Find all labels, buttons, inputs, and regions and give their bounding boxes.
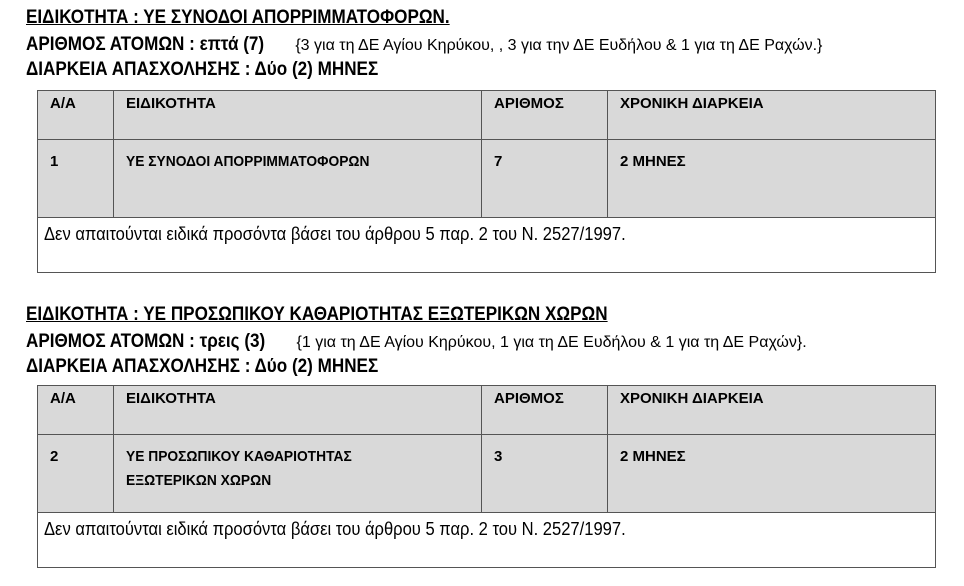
qualifications-note: Δεν απαιτούνται ειδικά προσόντα βάσει του άρθρου 5 παρ. 2 του Ν. 2527/1997.: [38, 218, 936, 273]
headcount-note: {3 για τη ΔΕ Αγίου Κηρύκου, , 3 για την ΔΕ Ευδήλου & 1 για τη ΔΕ Ραχών.}: [295, 37, 823, 54]
duration-label: ΔΙΑΡΚΕΙΑ ΑΠΑΣΧΟΛΗΣΗΣ : Δύο (2) ΜΗΝΕΣ: [26, 59, 379, 80]
header-number: ΑΡΙΘΜΟΣ: [482, 386, 608, 435]
qualifications-note: Δεν απαιτούνται ειδικά προσόντα βάσει του άρθρου 5 παρ. 2 του Ν. 2527/1997.: [38, 513, 936, 568]
headcount-label: ΑΡΙΘΜΟΣ ΑΤΟΜΩΝ : επτά (7): [26, 34, 265, 55]
header-duration: ΧΡΟΝΙΚΗ ΔΙΑΡΚΕΙΑ: [608, 386, 936, 435]
headcount-value: τρεις (3): [199, 331, 266, 352]
header-duration: ΧΡΟΝΙΚΗ ΔΙΑΡΚΕΙΑ: [608, 91, 936, 140]
table-header-row: [38, 91, 936, 140]
duration-line: [26, 57, 936, 82]
table-row: [38, 140, 936, 218]
cell-duration: 2 ΜΗΝΕΣ: [608, 435, 936, 513]
headcount-value: επτά (7): [199, 34, 265, 55]
section-outdoor-cleaning: [26, 301, 936, 539]
headcount-label: ΑΡΙΘΜΟΣ ΑΤΟΜΩΝ : τρεις (3): [26, 331, 266, 352]
specialty-table: [37, 385, 936, 568]
headcount-line: [26, 329, 936, 354]
header-aa: Α/Α: [38, 386, 114, 435]
section-garbage-collectors: [26, 4, 936, 244]
cell-aa: 2: [38, 435, 114, 513]
header-aa: Α/Α: [38, 91, 114, 140]
cell-aa: 1: [38, 140, 114, 218]
cell-specialty: ΥΕ ΠΡΟΣΩΠΙΚΟΥ ΚΑΘΑΡΙΟΤΗΤΑΣ ΕΞΩΤΕΡΙΚΩΝ ΧΩΡΩΝ: [114, 435, 482, 513]
header-number: ΑΡΙΘΜΟΣ: [482, 91, 608, 140]
duration-line: [26, 354, 936, 379]
cell-number: 7: [482, 140, 608, 218]
duration-label: ΔΙΑΡΚΕΙΑ ΑΠΑΣΧΟΛΗΣΗΣ : Δύο (2) ΜΗΝΕΣ: [26, 356, 379, 377]
headcount-note: {1 για τη ΔΕ Αγίου Κηρύκου, 1 για τη ΔΕ Ευδήλου & 1 για τη ΔΕ Ραχών}.: [296, 334, 807, 351]
headcount-line: [26, 32, 936, 57]
cell-specialty: ΥΕ ΣΥΝΟΔΟΙ ΑΠΟΡΡΙΜΜΑΤΟΦΟΡΩΝ: [114, 140, 482, 218]
specialty-table: [37, 90, 936, 273]
duration-value: Δύο (2) ΜΗΝΕΣ: [254, 356, 379, 377]
cell-duration: 2 ΜΗΝΕΣ: [608, 140, 936, 218]
table-footer-row: [38, 218, 936, 273]
duration-value: Δύο (2) ΜΗΝΕΣ: [254, 59, 379, 80]
header-specialty: ΕΙΔΙΚΟΤΗΤΑ: [114, 386, 482, 435]
table-footer-row: [38, 513, 936, 568]
section-title: ΕΙΔΙΚΟΤΗΤΑ : ΥΕ ΣΥΝΟΔΟΙ ΑΠΟΡΡΙΜΜΑΤΟΦΟΡΩΝ.: [26, 7, 450, 28]
table-header-row: [38, 386, 936, 435]
header-specialty: ΕΙΔΙΚΟΤΗΤΑ: [114, 91, 482, 140]
table-row: [38, 435, 936, 513]
cell-number: 3: [482, 435, 608, 513]
section-title: ΕΙΔΙΚΟΤΗΤΑ : ΥΕ ΠΡΟΣΩΠΙΚΟΥ ΚΑΘΑΡΙΟΤΗΤΑΣ ΕΞΩΤΕΡΙΚΩΝ ΧΩΡΩΝ: [26, 304, 608, 325]
